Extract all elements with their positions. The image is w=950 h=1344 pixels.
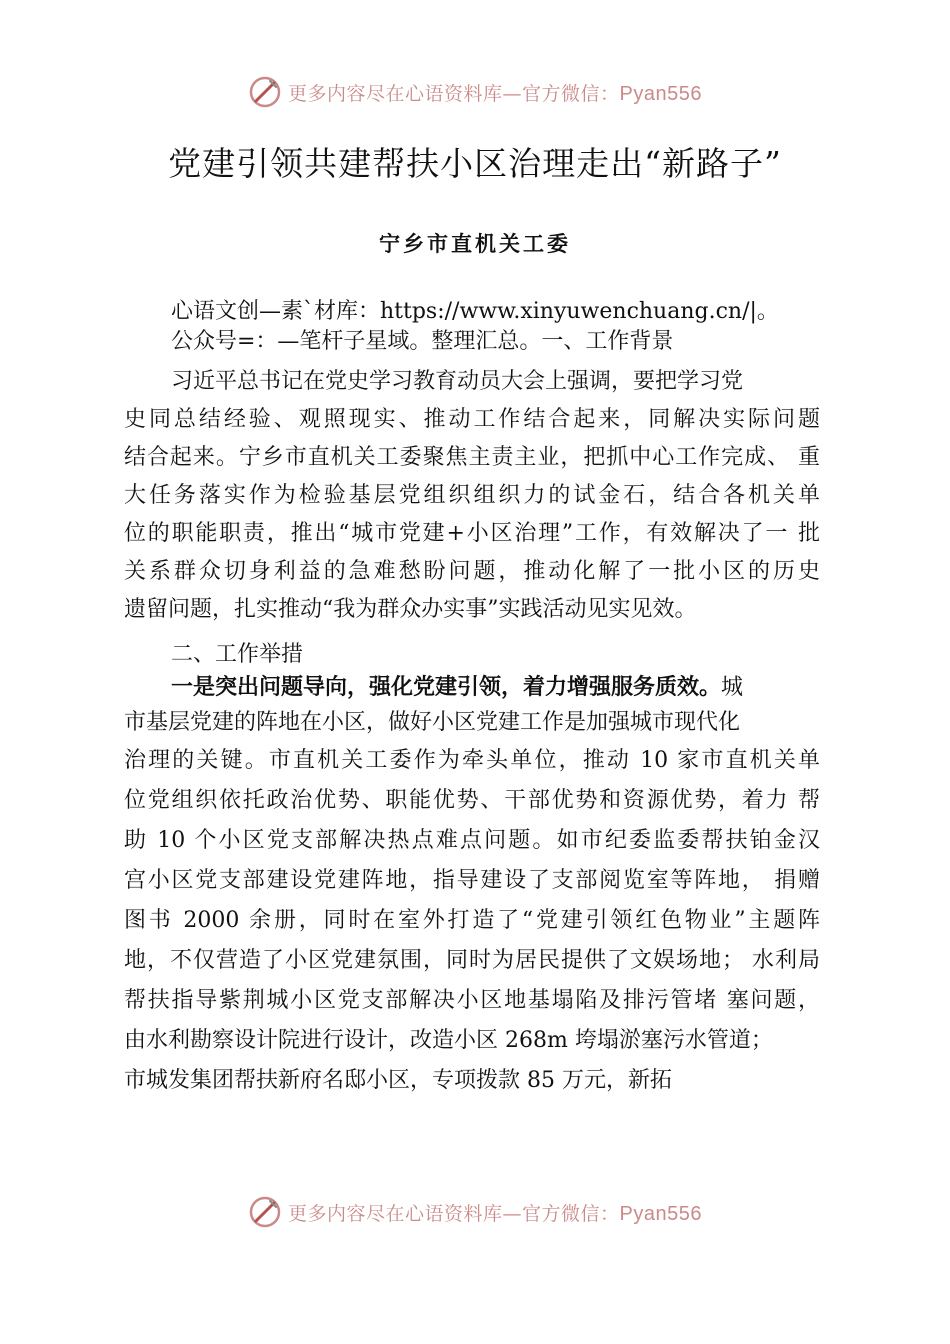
paragraph-line: 关系群众切身利益的急难愁盼问题，推动化解了一批小区的历史	[124, 559, 820, 584]
paragraph-line: 心语文创—素`材库：https://www.xinyuwenchuang.cn/|。	[171, 299, 779, 324]
paragraph-line: 由水利勘察设计院进行设计，改造小区 268m 垮塌淤塞污水管道；	[124, 1028, 773, 1053]
paragraph-line	[171, 673, 743, 703]
paragraph-line: 地，不仅营造了小区党建氛围，同时为居民提供了文娱场地； 水利局	[124, 948, 820, 973]
paragraph-line: 结合起来。宁乡市直机关工委聚焦主责主业，把抓中心工作完成、 重	[124, 445, 820, 470]
paragraph-line: 宫小区党支部建设党建阵地，指导建设了支部阅览室等阵地， 捐赠	[124, 868, 820, 893]
paragraph-line: 图书 2000 余册，同时在室外打造了“党建引领红色物业”主题阵	[124, 908, 820, 933]
section-heading: 二、工作举措	[171, 642, 304, 667]
paragraph-line: 市基层党建的阵地在小区，做好小区党建工作是加强城市现代化	[124, 710, 741, 735]
paragraph-line: 位党组织依托政治优势、职能优势、干部优势和资源优势，着力 帮	[124, 788, 820, 813]
watermark-text: 更多内容尽在心语资料库—官方微信：	[288, 82, 620, 105]
document-author: 宁乡市直机关工委	[379, 231, 571, 256]
document-title: 党建引领共建帮扶小区治理走出“新路子”	[168, 144, 782, 183]
paragraph-line: 位的职能职责，推出“城市党建+小区治理”工作，有效解决了一 批	[124, 521, 820, 546]
paragraph-line: 大任务落实作为检验基层党组织组织力的试金石，结合各机关单	[124, 483, 820, 508]
watermark-wechat-id: Pyan556	[619, 1202, 702, 1225]
paragraph-line: 助 10 个小区党支部解决热点难点问题。如市纪委监委帮扶铂金汉	[124, 828, 820, 853]
paragraph-line: 史同总结经验、观照现实、推动工作结合起来，同解决实际问题	[124, 407, 820, 432]
watermark-banner-bottom	[0, 1192, 950, 1232]
paragraph-line: 治理的关键。市直机关工委作为牵头单位，推动 10 家市直机关单	[124, 748, 820, 773]
brand-logo-icon	[248, 75, 282, 109]
watermark-wechat-id: Pyan556	[619, 82, 702, 105]
line-continuation: 城	[721, 675, 744, 700]
paragraph-line: 遗留问题，扎实推动“我为群众办实事”实践活动见实见效。	[124, 597, 697, 622]
paragraph-line: 市城发集团帮扶新府名邸小区，专项拨款 85 万元，新拓	[124, 1068, 672, 1093]
paragraph-line: 公众号=：—笔杆子星域。整理汇总。一、工作背景	[171, 329, 674, 354]
paragraph-line: 习近平总书记在党史学习教育动员大会上强调，要把学习党	[171, 369, 744, 394]
paragraph-line: 帮扶指导紫荆城小区党支部解决小区地基塌陷及排污管堵 塞问题，	[124, 988, 820, 1013]
watermark-banner-top	[0, 72, 950, 112]
watermark-text: 更多内容尽在心语资料库—官方微信：	[288, 1202, 620, 1225]
brand-logo-icon	[248, 1195, 282, 1229]
bold-lead-sentence: 一是突出问题导向，强化党建引领，着力增强服务质效。	[171, 675, 722, 700]
